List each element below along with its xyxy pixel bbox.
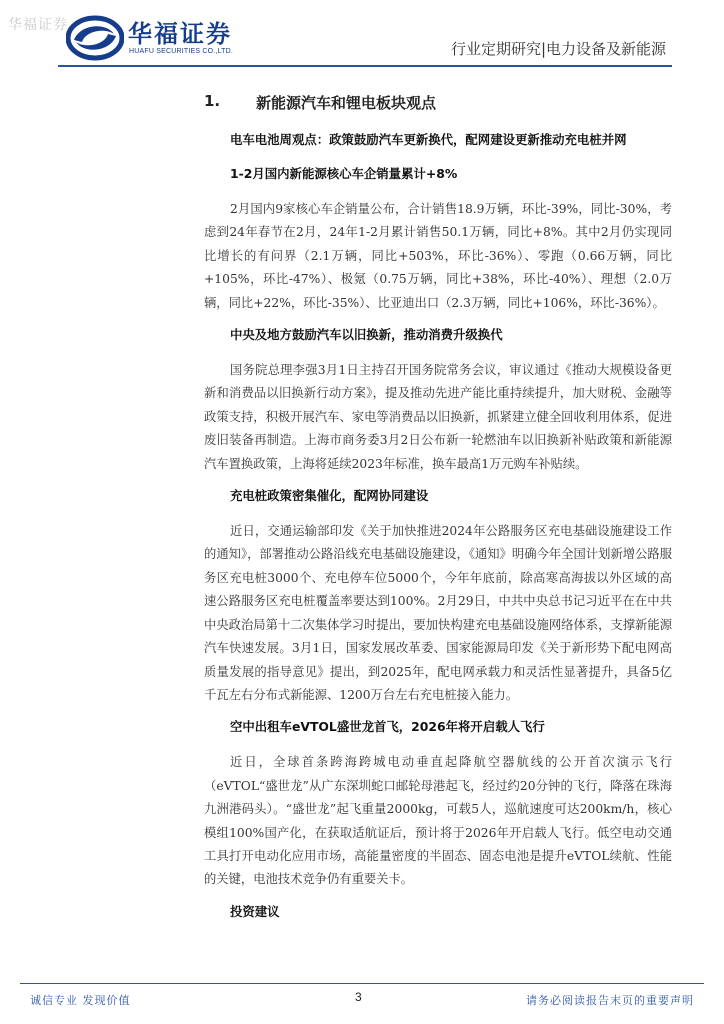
section-title: 新能源汽车和锂电板块观点 <box>256 94 437 112</box>
subheading: 中央及地方鼓励汽车以旧换新，推动消费升级换代 <box>230 327 503 343</box>
paragraph: 近日，全球首条跨海跨城电动垂直起降航空器航线的公开首次演示飞行（eVTOL“盛世龙”从广东深圳蛇口邮轮母港起飞，经过约20分钟的飞行，降落在珠海九洲港码头）。“盛世龙”起飞重量2000kg，可载5人，巡航速度可达200km/h，核心模组100%国产化，在获取适航证后，预计将于2026年开启载人飞行。低空电动交通工具打开电动化应用市场，高能量密度的半固态、固态电池是提升eVTOL续航、性能的关键，电池技术竞争仍有重要关卡。 <box>204 755 672 887</box>
footer-divider <box>20 983 704 984</box>
body-blocks <box>204 130 672 920</box>
main-content <box>204 92 672 936</box>
subheading: 投资建议 <box>230 903 280 919</box>
watermark: 华福证券 <box>8 17 68 33</box>
paragraph: 近日，交通运输部印发《关于加快推进2024年公路服务区充电基础设施建设工作的通知》，部署推动公路沿线充电基础设施建设，《通知》明确今年全国计划新增公路服务区充电桩3000个、充电停车位5000个，今年年底前，除高寒高海拔以外区域的高速公路服务区充电桩覆盖率要达到100%。2月29日，中共中央总书记习近平在在中共中央政治局第十二次集体学习时提出，要加快构建充电基础设施网络体系，支撑新能源汽车快速发展。3月1日，国家发展改革委、国家能源局印发《关于新形势下配电网高质量发展的指导意见》提出，到2025年，配电网承载力和灵活性显著提升，具备5亿千瓦左右分布式新能源、1200万台左右充电桩接入能力。 <box>204 524 672 702</box>
section-heading <box>204 92 672 113</box>
report-category: 行业定期研究|电力设备及新能源 <box>450 40 666 58</box>
subheading: 电车电池周观点：政策鼓励汽车更新换代，配网建设更新推动充电桩并网 <box>230 132 627 147</box>
subheading: 充电桩政策密集催化，配网协同建设 <box>230 488 429 504</box>
subheading: 空中出租车eVTOL盛世龙首飞，2026年将开启载人飞行 <box>230 719 545 735</box>
footer-disclaimer: 请务必阅读报告末页的重要声明 <box>526 994 694 1007</box>
footer-slogan: 诚信专业 发现价值 <box>30 994 131 1007</box>
section-number: 1. <box>204 92 221 110</box>
logo-swirl-icon <box>66 14 124 62</box>
paragraph: 国务院总理李强3月1日主持召开国务院常务会议，审议通过《推动大规模设备更新和消费品以旧换新行动方案》，提及推动先进产能比重持续提升，加大财税、金融等政策支持，积极开展汽车、家电等消费品以旧换新，抓紧建立健全回收利用体系，促进废旧装备再制造。上海市商务委3月2日公布新一轮燃油车以旧换新补贴政策和新能源汽车置换政策，上海将延续2023年标准，换车最高1万元购车补贴续。 <box>204 363 672 471</box>
company-logo <box>66 10 246 66</box>
logo-chinese-name: 华福证券 <box>128 20 232 48</box>
page-number: 3 <box>355 990 362 1004</box>
logo-english-name: HUAFU SECURITIES CO.,LTD. <box>129 48 234 55</box>
subheading: 1-2月国内新能源核心车企销量累计+8% <box>230 166 458 181</box>
paragraph: 2月国内9家核心车企销量公布，合计销售18.9万辆，环比-39%，同比-30%，考虑到24年春节在2月，24年1-2月累计销售50.1万辆，同比+8%。其中2月仍实现同比增长的有问界（2.1万辆，同比+503%，环比-36%）、零跑（0.66万辆，同比+105%，环比-47%）、极氪（0.75万辆，同比+38%，环比-40%）、理想（2.0万辆，同比+22%，环比-35%）、比亚迪出口（2.3万辆，同比+106%，环比-36%）。 <box>204 202 672 310</box>
header-divider <box>58 65 672 67</box>
